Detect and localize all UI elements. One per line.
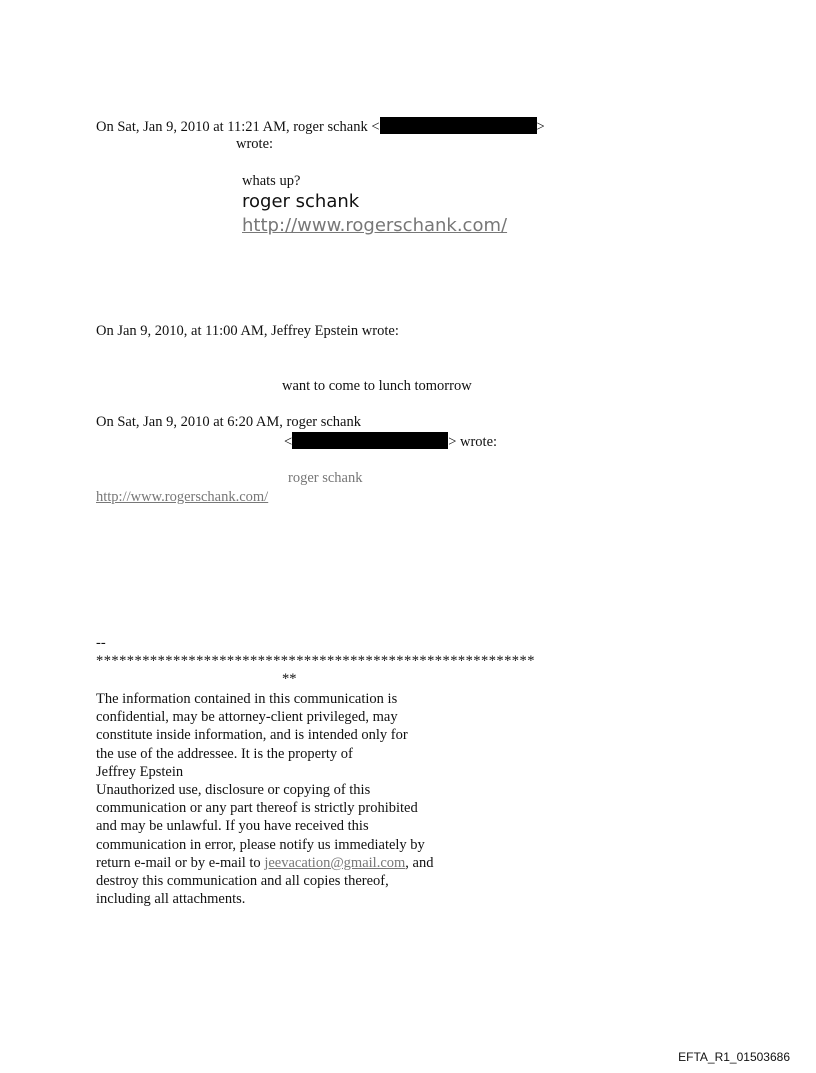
disclaimer-line: communication in error, please notify us immediately by: [96, 836, 425, 853]
star-divider-tail: **: [282, 671, 297, 687]
email3-wrote: > wrote:: [448, 434, 498, 450]
email3-address-line: [284, 432, 497, 451]
disclaimer-line: Jeffrey Epstein: [96, 763, 184, 780]
redaction-block: [380, 117, 537, 134]
email1-wrote: wrote:: [236, 136, 274, 152]
email3-header: On Sat, Jan 9, 2010 at 6:20 AM, roger schank: [96, 414, 361, 430]
redaction-block: [292, 432, 448, 449]
confidentiality-disclaimer: [96, 690, 476, 908]
email1-signature-name: roger schank: [242, 191, 360, 212]
disclaimer-line: [96, 854, 476, 872]
email1-body: whats up?: [242, 173, 301, 189]
disclaimer-line: Unauthorized use, disclosure or copying of this: [96, 782, 371, 799]
email2-header: On Jan 9, 2010, at 11:00 AM, Jeffrey Epstein wrote:: [96, 323, 399, 339]
signature-separator: --: [96, 635, 106, 651]
email1-header: [96, 117, 545, 136]
email3-open-bracket: <: [284, 434, 293, 450]
star-divider: *********************************************************: [96, 653, 535, 669]
email1-header-text: On Sat, Jan 9, 2010 at 11:21 AM, roger schank <: [96, 119, 380, 135]
disclaimer-line: and may be unlawful. If you have received this: [96, 818, 369, 835]
contact-email-link[interactable]: jeevacation@gmail.com: [264, 854, 406, 871]
disclaimer-line: the use of the addressee. It is the property of: [96, 745, 353, 762]
disclaimer-line: communication or any part thereof is strictly prohibited: [96, 800, 418, 817]
disclaimer-text: return e-mail or by e-mail to: [96, 854, 265, 871]
disclaimer-line: The information contained in this communication is: [96, 691, 398, 707]
disclaimer-line: confidential, may be attorney-client privileged, may: [96, 709, 398, 726]
document-id: EFTA_R1_01503686: [678, 1050, 790, 1064]
disclaimer-line: constitute inside information, and is intended only for: [96, 727, 408, 744]
disclaimer-line: destroy this communication and all copies thereof,: [96, 873, 389, 890]
email1-header-suffix: >: [536, 119, 545, 135]
disclaimer-text: , and: [405, 854, 434, 871]
email2-body: want to come to lunch tomorrow: [282, 378, 472, 394]
email3-signature-name: roger schank: [288, 470, 363, 486]
disclaimer-line: including all attachments.: [96, 891, 246, 908]
email3-signature-link[interactable]: http://www.rogerschank.com/: [96, 489, 269, 505]
email1-signature-link[interactable]: http://www.rogerschank.com/: [242, 215, 508, 236]
